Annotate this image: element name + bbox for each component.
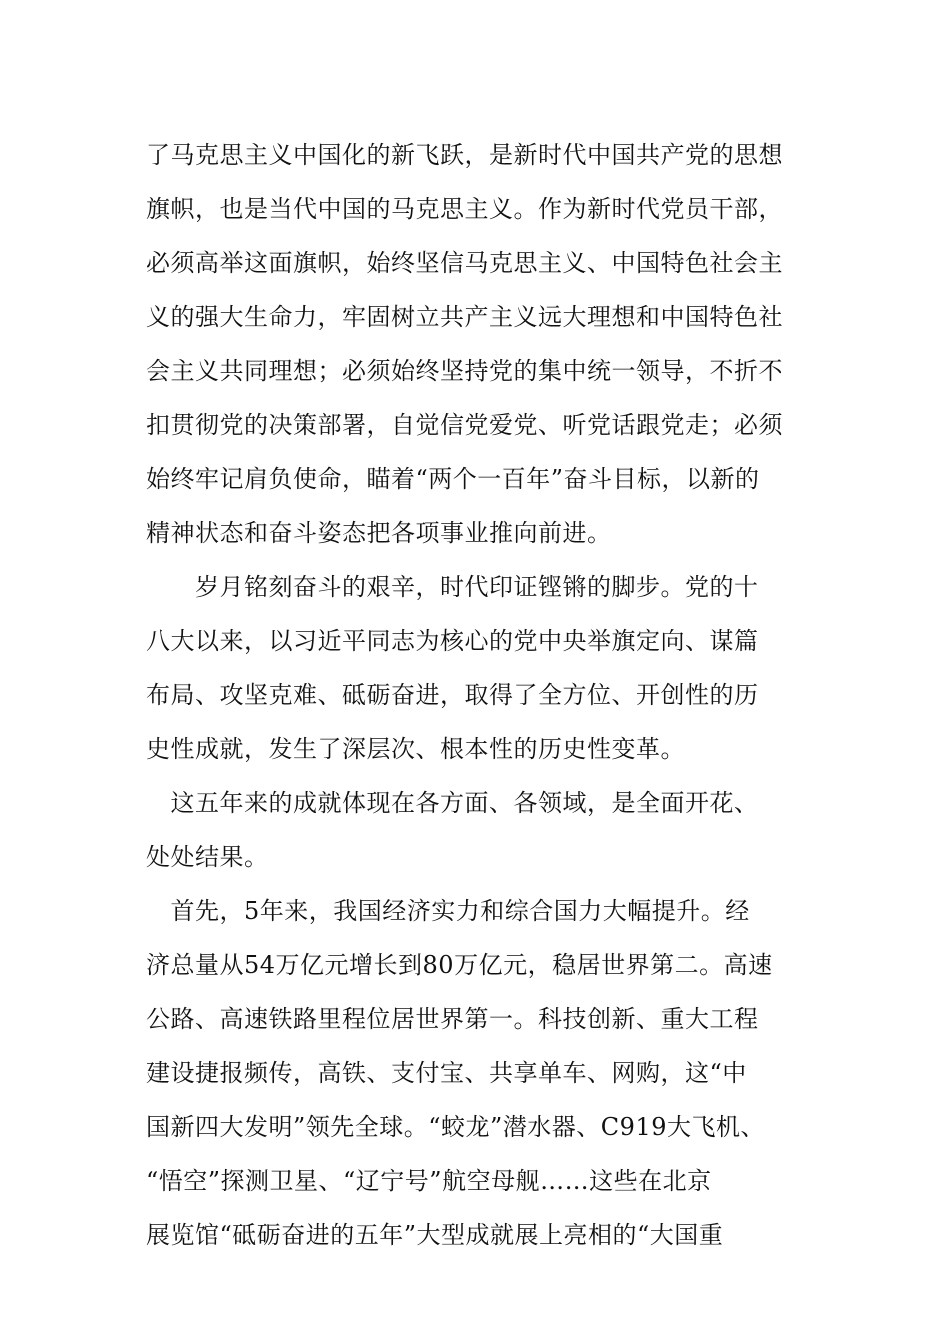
paragraph-3	[146, 776, 808, 884]
text-line: 岁月铭刻奋斗的艰辛，时代印证铿锵的脚步。党的十	[146, 573, 759, 601]
text-line: 精神状态和奋斗姿态把各项事业推向前进。	[146, 519, 612, 547]
text-line: 会主义共同理想；必须始终坚持党的集中统一领导，不折不	[146, 357, 783, 385]
text-line: 旗帜，也是当代中国的马克思主义。作为新时代党员干部，	[146, 195, 783, 223]
text-line: 布局、攻坚克难、砥砺奋进，取得了全方位、开创性的历	[146, 681, 759, 709]
text-line: 扣贯彻党的决策部署，自觉信党爱党、听党话跟党走；必须	[146, 411, 783, 439]
text-line: 了马克思主义中国化的新飞跃，是新时代中国共产党的思想	[146, 141, 783, 169]
text-line: 史性成就，发生了深层次、根本性的历史性变革。	[146, 735, 685, 763]
text-line: 处处结果。	[146, 843, 269, 871]
text-line: 国新四大发明”领先全球。“蛟龙”潜水器、C919大飞机、	[146, 1113, 765, 1141]
text-line: 公路、高速铁路里程位居世界第一。科技创新、重大工程	[146, 1005, 759, 1033]
text-line: 义的强大生命力，牢固树立共产主义远大理想和中国特色社	[146, 303, 783, 331]
text-line: 必须高举这面旗帜，始终坚信马克思主义、中国特色社会主	[146, 249, 783, 277]
text-line: 首先，5年来，我国经济实力和综合国力大幅提升。经	[146, 897, 750, 925]
text-line: 始终牢记肩负使命，瞄着“两个一百年”奋斗目标，以新的	[146, 465, 760, 493]
document-body	[146, 128, 808, 1262]
paragraph-1	[146, 128, 808, 560]
text-line: “悟空”探测卫星、“辽宁号”航空母舰……这些在北京	[146, 1167, 712, 1195]
paragraph-2	[146, 560, 808, 776]
text-line: 八大以来，以习近平同志为核心的党中央举旗定向、谋篇	[146, 627, 759, 655]
text-line: 展览馆“砥砺奋进的五年”大型成就展上亮相的“大国重	[146, 1221, 724, 1249]
text-line: 这五年来的成就体现在各方面、各领域，是全面开花、	[146, 789, 759, 817]
text-line: 建设捷报频传，高铁、支付宝、共享单车、网购，这“中	[146, 1059, 747, 1087]
text-line: 济总量从54万亿元增长到80万亿元，稳居世界第二。高速	[146, 951, 773, 979]
paragraph-4	[146, 884, 808, 1262]
